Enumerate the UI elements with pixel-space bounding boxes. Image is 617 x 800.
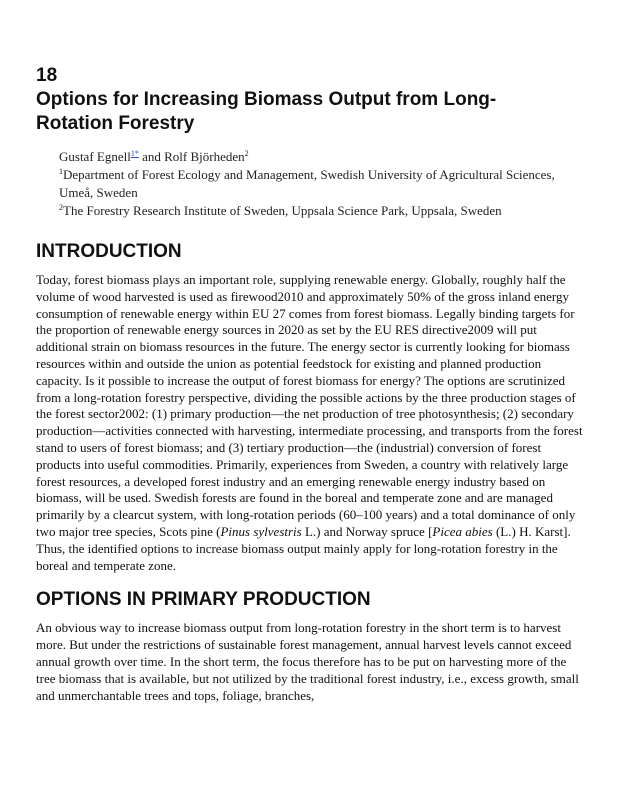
- author-line: [59, 148, 584, 166]
- primary-production-paragraph: An obvious way to increase biomass output from long-rotation forestry in the short term is to harvest more. But under the restrictions of sustainable forest management, annual harvest levels cannot exceed annual growth over time. In the short term, the focus therefore has to be put on harvesting more of the tree biomass that is available, but not utilized by the traditional forest industry, i.e., excess growth, small and unmerchantable trees and tops, foliage, branches,: [36, 620, 579, 703]
- author-block: [59, 148, 584, 220]
- section-heading-introduction: INTRODUCTION: [36, 241, 182, 262]
- introduction-paragraph: Today, forest biomass plays an important role, supplying renewable energy. Globally, roughly half the volume of wood harvested is used as firewood2010 and approximately 50% of the gross inland energy consumption of renewable energy within EU 27 comes from forest biomass. Legally binding targets for the proportion of renewable energy sources in 2020 as set by the EU RES directive2009 will put additional strain on biomass resources in the future. The energy sector is currently looking for biomass resources within and outside the union as potential feedstock for existing and planned production capacity. Is it possible to increase the output of forest biomass for energy? The options are scrutinized from a long-rotation forestry perspective, dividing the possible actions by the three production stages of the forest sector2002: (1) primary production—the net production of tree photosynthesis; (2) secondary production—activities connected with harvesting, intermediate processing, and transports from the forest stand to users of forest biomass; and (3) tertiary production—the (industrial) conversion of forest products into useful commodities. Primarily, experiences from Sweden, a country with relatively large forest resources, a developed forest industry and an emerging renewable energy industry based on biomass, will be used. Swedish forests are found in the boreal and temperate zone and are managed primarily by a clearcut system, with long-rotation periods (60–100 years) and a total dominance of only two major tree species, Scots pine (Pinus sylvestris L.) and Norway spruce [Picea abies (L.) H. Karst]. Thus, the identified options to increase biomass output mainly apply for long-rotation forestry in the boreal and temperate zone.: [36, 272, 583, 573]
- affiliation-marker: 2: [244, 149, 249, 158]
- affiliation-text: Department of Forest Ecology and Management, Swedish University of Agricultural Sciences, Umeå, Sweden: [59, 167, 555, 200]
- species-name: Picea abies: [432, 523, 493, 539]
- affiliation-text: The Forestry Research Institute of Sweden, Uppsala Science Park, Uppsala, Sweden: [63, 203, 502, 218]
- author-name: Gustaf Egnell: [59, 149, 131, 164]
- affiliation-link[interactable]: 1: [130, 149, 135, 158]
- chapter-title-line1: Options for Increasing Biomass Output from Long-: [36, 89, 497, 110]
- affiliation-marker: 2: [59, 203, 63, 212]
- affiliation: [59, 166, 584, 202]
- chapter-number: 18: [36, 65, 58, 86]
- author-name: Rolf Björheden: [164, 149, 245, 164]
- corresponding-author-link[interactable]: *: [134, 149, 139, 158]
- species-name: Pinus sylvestris: [220, 523, 302, 539]
- chapter-title-line2: Rotation Forestry: [36, 113, 195, 134]
- affiliation-marker: 1: [59, 167, 63, 176]
- affiliation: [59, 202, 584, 220]
- chapter-title: [36, 88, 584, 136]
- section-heading-primary-production: OPTIONS IN PRIMARY PRODUCTION: [36, 589, 371, 611]
- page: [36, 64, 584, 704]
- author-conjunction: and: [138, 149, 165, 164]
